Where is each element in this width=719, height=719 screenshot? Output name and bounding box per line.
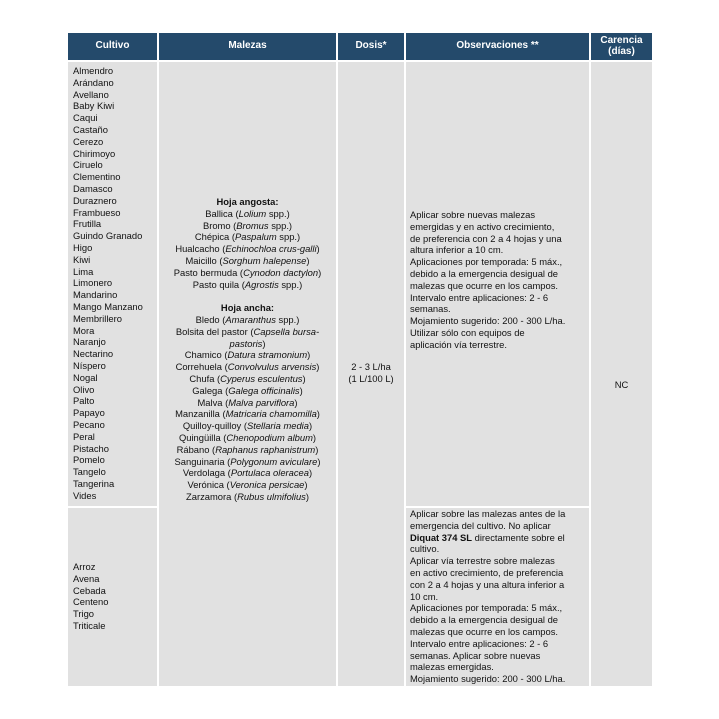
maleza-item: Bledo (Amaranthus spp.) (195, 313, 300, 325)
cultivo-item: Avena (73, 572, 100, 584)
cultivo-item: Pistacho (73, 442, 109, 454)
maleza-item: Correhuela (Convolvulus arvensis) (175, 361, 320, 373)
maleza-item: Sanguinaria (Polygonum aviculare) (174, 455, 321, 467)
cultivo-item: Cebada (73, 584, 106, 596)
header-cultivo-label: Cultivo (95, 40, 130, 52)
header-malezas (159, 33, 336, 60)
cultivo-item: Limonero (73, 277, 113, 289)
product-name: Diquat 374 SL (410, 531, 472, 543)
dosis-line-1: 2 - 3 L/ha (351, 361, 391, 372)
obs2-line: malezas que ocurre en los campos. (410, 625, 558, 637)
cultivo-item: Palto (73, 395, 95, 407)
cultivo-item: Membrillero (73, 312, 122, 324)
cultivo-item: Olivo (73, 383, 95, 395)
observaciones-text-2 (410, 508, 565, 685)
cultivo-item: Níspero (73, 359, 106, 371)
maleza-item: Bromo (Bromus spp.) (202, 219, 293, 231)
obs1-line: debido a la emergencia desigual de (410, 267, 559, 279)
cultivo-item: Damasco (73, 182, 113, 194)
maleza-item: Chépica (Paspalum spp.) (194, 231, 301, 243)
dosis-line-2: (1 L/100 L) (348, 372, 394, 384)
obs1-line: emergidas y en activo crecimiento, (410, 220, 555, 232)
cultivo-item: Trigo (73, 608, 95, 620)
obs1-line: altura inferior a 10 cm. (410, 244, 504, 256)
maleza-item: Chufa (Cyperus esculentus) (189, 372, 306, 384)
obs2-line: malezas emergidas. (410, 661, 494, 673)
header-dosis (338, 33, 404, 60)
obs1-line: aplicación vía terrestre. (410, 338, 507, 350)
obs2-line: cultivo. (410, 543, 440, 555)
obs1-line: Utilizar sólo con equipos de (410, 326, 525, 338)
maleza-item: Hualcacho (Echinochloa crus-galli) (175, 243, 320, 255)
header-carencia (591, 33, 652, 60)
maleza-item: Pasto quila (Agrostis spp.) (192, 278, 303, 290)
maleza-item: Quingüilla (Chenopodium album) (178, 431, 317, 443)
header-observaciones (406, 33, 589, 60)
obs1-line: semanas. (410, 303, 451, 315)
cultivos-list-1 (73, 65, 143, 501)
obs2-line: Aplicaciones por temporada: 5 máx., (410, 602, 563, 614)
cultivo-item: Ciruelo (73, 159, 103, 171)
obs1-line: Aplicar sobre nuevas malezas (410, 209, 536, 220)
cultivo-item: Nogal (73, 371, 98, 383)
cultivo-item: Pomelo (73, 454, 105, 466)
maleza-item: Ballica (Lolium spp.) (205, 207, 290, 219)
maleza-item: Malva (Malva parviflora) (197, 396, 298, 408)
cultivo-item: Clementino (73, 171, 121, 183)
obs2-rest (410, 555, 565, 685)
obs2-line: emergencia del cultivo. No aplicar (410, 519, 551, 531)
cultivo-item: Mandarino (73, 289, 118, 301)
obs1-line: Mojamiento sugerido: 200 - 300 L/ha. (410, 315, 566, 327)
hoja-angosta-list (159, 208, 336, 291)
cultivo-item: Nectarino (73, 348, 114, 360)
maleza-item: pastoris) (229, 337, 266, 349)
cultivo-item: Baby Kiwi (73, 100, 115, 112)
obs1-line: malezas que ocurre en los campos. (410, 279, 558, 291)
maleza-item: Verónica (Veronica persicae) (187, 479, 308, 491)
cultivo-item: Tangelo (73, 466, 106, 478)
obs2-line: en activo crecimiento, de preferencia (410, 566, 564, 578)
maleza-item: Bolsita del pastor (Capsella bursa- (175, 325, 320, 337)
cultivo-item: Lima (73, 265, 94, 277)
dosis-value (338, 361, 404, 385)
maleza-item: Quilloy-quilloy (Stellaria media) (182, 420, 313, 432)
cultivo-item: Vides (73, 489, 97, 501)
cultivo-item: Arroz (73, 561, 96, 572)
cultivo-item: Guindo Granado (73, 230, 143, 242)
product-table (68, 33, 652, 686)
obs2-line: Aplicar sobre las malezas antes de la (410, 508, 566, 519)
carencia-value: NC (614, 379, 629, 390)
cultivo-item: Castaño (73, 123, 108, 135)
obs2-line: 10 cm. (410, 590, 439, 602)
cultivo-item: Kiwi (73, 253, 91, 265)
cultivo-item: Almendro (73, 65, 114, 76)
obs1-line: Aplicaciones por temporada: 5 máx., (410, 256, 563, 268)
maleza-item: Zarzamora (Rubus ulmifolius) (186, 490, 309, 502)
hoja-ancha-list (159, 314, 336, 503)
header-carencia-label: Carencia (600, 35, 643, 46)
obs2-line: Intervalo entre aplicaciones: 2 - 6 (410, 637, 549, 649)
cultivo-item: Tangerina (73, 477, 115, 489)
cultivo-item: Mango Manzano (73, 300, 143, 312)
obs2-line: con 2 a 4 hojas y una altura inferior a (410, 578, 565, 590)
cultivo-item: Frutilla (73, 218, 102, 230)
carencia-cell (591, 62, 652, 686)
obs2-line: Aplicar vía terrestre sobre malezas (410, 555, 555, 567)
maleza-item: Rábano (Raphanus raphanistrum) (176, 443, 319, 455)
obs2-line: debido a la emergencia desigual de (410, 614, 559, 626)
cultivo-item: Pecano (73, 418, 105, 430)
maleza-item: Verdolaga (Portulaca oleracea) (182, 467, 313, 479)
maleza-item: Pasto bermuda (Cynodon dactylon) (173, 266, 322, 278)
cultivo-item: Arándano (73, 76, 114, 88)
cultivo-item: Naranjo (73, 336, 106, 348)
obs1-line: de preferencia con 2 a 4 hojas y una (410, 232, 562, 244)
cultivo-item: Caqui (73, 112, 98, 124)
cultivo-item: Higo (73, 241, 93, 253)
cultivo-item: Avellano (73, 88, 109, 100)
cultivo-item: Frambueso (73, 206, 121, 218)
header-observaciones-label: Observaciones ** (456, 40, 539, 52)
obs2-product-line (410, 532, 565, 544)
header-malezas-label: Malezas (228, 40, 267, 52)
malezas-list (159, 196, 336, 503)
cultivo-item: Cerezo (73, 135, 104, 147)
maleza-item: Manzanilla (Matricaria chamomilla) (175, 408, 320, 420)
obs2-line: Mojamiento sugerido: 200 - 300 L/ha. (410, 673, 566, 685)
maleza-item: Galega (Galega officinalis) (192, 384, 303, 396)
cultivo-item: Chirimoyo (73, 147, 116, 159)
cultivo-item: Duraznero (73, 194, 117, 206)
header-dosis-label: Dosis* (355, 40, 387, 52)
observaciones-text-1 (410, 209, 565, 351)
cultivo-item: Centeno (73, 596, 109, 608)
obs1-line: Intervalo entre aplicaciones: 2 - 6 (410, 291, 549, 303)
header-carencia-unit: (días) (608, 45, 635, 57)
maleza-item: Maicillo (Sorghum halepense) (185, 254, 310, 266)
header-cultivo (68, 33, 157, 60)
maleza-item: Chamico (Datura stramonium) (184, 349, 311, 361)
cultivos-list-2 (73, 561, 108, 632)
obs2-line: semanas. Aplicar sobre nuevas (410, 649, 541, 661)
hoja-angosta-heading: Hoja angosta: (216, 196, 279, 207)
cultivo-item: Peral (73, 430, 95, 442)
cultivo-item: Mora (73, 324, 95, 336)
obs2-line-rest: directamente sobre el (472, 531, 565, 543)
hoja-ancha-heading: Hoja ancha: (220, 302, 275, 314)
cultivo-item: Papayo (73, 407, 105, 419)
cultivo-item: Triticale (73, 619, 106, 631)
